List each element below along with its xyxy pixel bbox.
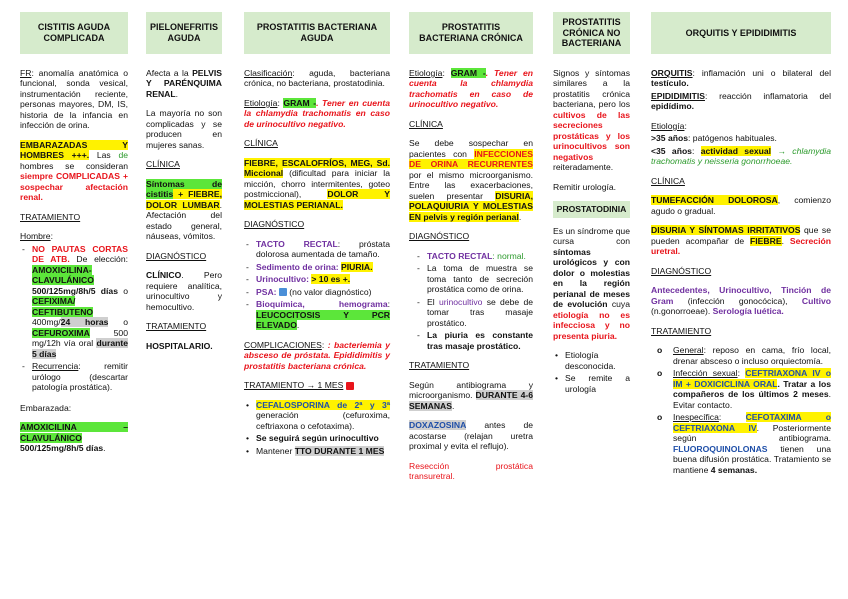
list-item: • Mantener TTO DURANTE 1 MES (244, 446, 390, 456)
clinica-title: CLÍNICA (146, 159, 180, 170)
etiologia-title: Etiología (651, 120, 685, 131)
column-prostatitis-aguda (244, 12, 390, 458)
etiologia: Etiología: GRAM -. Tener en cuenta la chlamydia trachomatis en caso de urinocultivo negativo. (409, 68, 533, 110)
etiologia-menor: <35 años: actividad sexual → chlamydia trachomatis y neisseria gonorrhoeae. (651, 145, 831, 167)
list-item: o Infección sexual: CEFTRIAXONA IV o IM + DOXICICLINA ORAL. Tratar a los compañeros de los últimos 2 meses. Evitar contacto. (655, 368, 831, 410)
no-bacteriana-text: Signos y síntomas similares a la prostatitis crónica bacteriana, pero los cultivos de las secreciones prostáticas y los urinocultivos son negativos reiteradamente. (553, 68, 630, 173)
list-item: o General: reposo en cama, frío local, drenar absceso o incluso orquiectomía. (655, 345, 831, 366)
cronica-tratamiento-3: Resección prostática transuretral. (409, 460, 533, 482)
list-item: - El urinocultivo se debe de tomar tras masaje prostático. (415, 297, 533, 328)
diagnostico-title: DIAGNÓSTICO (651, 265, 712, 276)
diagnostico-list (244, 239, 390, 331)
orquitis-diagnostico: Antecedentes, Urinocultivo, Tinción de Gram (infección gonocócica), Cultivo (n.gonorroeae). Serología luética. (651, 285, 831, 317)
list-item: - Sedimento de orina: PIURIA. (244, 262, 390, 272)
etiologia: Etiología: GRAM -. Tener en cuenta la chlamydia trachomatis en caso de urinocultivo negativo. (244, 97, 390, 129)
diagnostico-title: DIAGNÓSTICO (146, 250, 207, 261)
info-icon (279, 288, 287, 296)
list-item: - PSA: (no valor diagnóstico) (244, 287, 390, 297)
list-item: • Etiología desconocida. (553, 350, 630, 371)
list-item: • CEFALOSPORINA de 2ª y 3ª generación (cefuroxima, ceftriaxona o cefotaxima). (244, 400, 390, 431)
hombre-label: Hombre (20, 231, 51, 242)
list-item: • Se seguirá según urinocultivo (244, 433, 390, 443)
list-item: - TACTO RECTAL: normal. (415, 251, 533, 261)
remitir-urologia: Remitir urología. (553, 181, 617, 192)
list-item: - Recurrencia: remitir urólogo (descartar patología prostática). (20, 361, 128, 392)
list-item: - Bioquímica, hemograma: LEUCOCITOSIS Y PCR ELEVADO. (244, 299, 390, 330)
orquitis-clinica: TUMEFACCIÓN DOLOROSA, comienzo agudo o gradual. (651, 195, 831, 216)
column-cistitis: CISTITIS AGUDA COMPLICADA FR: anomalía anatómica o funcional, sonda vesical, instrumentación reciente, personas mayores, DM, IS, historia de la infancia en infección de orina. EMBARAZADAS Y HOMBRES +++. Las de hombres se consideran siempre COMPLICADAS + sospechar afectación renal. TRATAMIENTO Hombre: - NO PAUTAS CORTAS DE ATB. De elección: AMOXICILINA-CLAVULÁNICO 500/125mg/8h/5 días o CEFIXIMA/ CEFTIBUTENO 400mg/24 horas o CEFUROXIMA 500 mg/12h vía oral durante 5 días - Recurrencia: remitir urólogo (descartar patología prostática). Embarazada: AMOXICILINA – CLAVULÁNICO 500/125mg/8h/5 días. (20, 12, 128, 463)
prostatodinia-header: PROSTATODINIA (553, 201, 630, 217)
clinica-title: CLÍNICA (651, 175, 685, 186)
header-prostatitis-cronica: PROSTATITIS BACTERIANA CRÓNICA (409, 12, 533, 54)
complicaciones: COMPLICACIONES: : bacteriemia y absceso de próstata. Epididimitis y prostatitis bacteriana crónica. (244, 339, 390, 371)
tratamiento-title: TRATAMIENTO → 1 MES (244, 380, 390, 390)
embarazada-treatment: AMOXICILINA – CLAVULÁNICO 500/125mg/8h/5 días. (20, 422, 128, 454)
list-item: o Inespecífica: CEFOTAXIMA o CEFTRIAXONA IV. Posteriormente según antibiograma. FLUOROQUINOLONAS tienen una buena difusión prostática. Tratamiento se mantiene 4 semanas. (655, 412, 831, 475)
etiologia-mayor: >35 años: patógenos habituales. (651, 133, 777, 144)
pielo-tratamiento: HOSPITALARIO. (146, 340, 213, 351)
column-orquitis: ORQUITIS Y EPIDIDIMITIS ORQUITIS: inflamación uni o bilateral del testículo. EPIDIDIMITIS: reacción inflamatoria del epidídimo. Etiología: >35 años: patógenos habituales. <35 años: actividad sexual → chlamydia trachomatis y neisseria gonorrhoeae. CLÍNICA TUMEFACCIÓN DOLOROSA, comienzo agudo o gradual. DISURIA Y SÍNTOMAS IRRITATIVOS que se pueden acompañar de FIEBRE. Secreción uretral. DIAGNÓSTICO Antecedentes, Urinocultivo, Tinción de Gram (infección gonocócica), Cultivo (n.gonorroeae). Serología luética. TRATAMIENTO o General: reposo en cama, frío local, drenar absceso o incluso orquiectomía. o Infección sexual: CEFTRIAXONA IV o IM + DOXICICLINA ORAL. Tratar a los compañeros de los últimos 2 meses. Evitar contacto. o Inespecífica: CEFOTAXIMA o CEFTRIAXONA IV. Posteriormente según antibiograma. FLUOROQUINOLONAS tienen una buena difusión prostática. Tratamiento se mantiene 4 semanas. (651, 12, 831, 477)
clasificacion: Clasificación: aguda, bacteriana crónica, no bacteriana, prostatodinia. (244, 68, 390, 89)
header-cistitis: CISTITIS AGUDA COMPLICADA (20, 12, 128, 54)
embarazadas-paragraph: EMBARAZADAS Y HOMBRES +++. Las de hombres se consideran siempre COMPLICADAS + sospechar afectación renal. (20, 139, 128, 203)
header-prostatitis-no-bacteriana: PROSTATITIS CRÓNICA NO BACTERIANA (553, 12, 630, 54)
prostatodinia-text: Es un síndrome que cursa con síntomas urológicos y con dolor o molestias en la región perianal de meses de evolución cuya etiología no es infecciosa y no presenta piuria. (553, 225, 631, 341)
embarazada-label: Embarazada: (20, 402, 72, 413)
column-prostatitis-no-bacteriana (553, 12, 630, 396)
pielo-intro: Afecta a la PELVIS Y PARÉNQUIMA RENAL. (146, 68, 222, 99)
clinica-title: CLÍNICA (409, 118, 443, 129)
clinica-title: CLÍNICA (244, 138, 278, 149)
column-pielonefritis (146, 12, 222, 360)
epididimitis-def: EPIDIDIMITIS: reacción inflamatoria del epidídimo. (651, 90, 831, 112)
pielo-mayoria: La mayoría no son complicadas y se producen en mujeres sanas. (146, 108, 222, 150)
pielo-clinica: Síntomas de cistitis + FIEBRE, DOLOR LUMBAR. Afectación del estado general, náuseas, vómitos. (146, 178, 222, 242)
prostatodinia-list (553, 350, 630, 394)
tratamiento-title: TRATAMIENTO (651, 325, 712, 336)
list-item: - La piuria es constante tras masaje prostático. (415, 330, 533, 351)
list-item: • Se remite a urología (553, 373, 630, 394)
list-item: - TACTO RECTAL: próstata dolorosa aumentada de tamaño. (244, 239, 390, 260)
aguda-clinica: FIEBRE, ESCALOFRÍOS, MEG, Sd. Miccional (dificultad para iniciar la micción, chorro intermitentes, goteo postmiccional), DOLOR Y MOLESTIAS PERIANAL. (244, 157, 391, 210)
column-prostatitis-cronica (409, 12, 533, 491)
header-orquitis: ORQUITIS Y EPIDIDIMITIS (651, 12, 831, 54)
fr-paragraph: FR: anomalía anatómica o funcional, sonda vesical, instrumentación reciente, personas mayores, DM, IS, historia de la infancia en infección de orina. (20, 68, 128, 131)
tratamiento-title: TRATAMIENTO (20, 211, 81, 222)
orquitis-disuria: DISURIA Y SÍNTOMAS IRRITATIVOS que se pueden acompañar de FIEBRE. Secreción uretral. (651, 225, 831, 257)
header-pielonefritis: PIELONEFRITIS AGUDA (146, 12, 222, 54)
list-item: - La toma de muestra se toma tanto de secreción prostática como de orina. (415, 263, 533, 294)
list-item: - Urinocultivo: > 10 es +. (244, 274, 390, 284)
cronica-tratamiento-1: Según antibiograma y microorganismo. DURANTE 4-6 SEMANAS. (409, 379, 533, 411)
hombre-list (20, 244, 128, 393)
diagnostico-title: DIAGNÓSTICO (244, 219, 305, 230)
cronica-clinica: Se debe sospechar en pacientes con INFECCIONES DE ORINA RECURRENTES por el mismo microorganismo. Entre las exacerbaciones, suelen presentar DISURIA, POLAQUIURIA Y MOLESTIAS EN pelvis y región perianal. (409, 138, 533, 222)
calendar-icon (346, 382, 354, 390)
tratamiento-list (244, 400, 390, 456)
tratamiento-title: TRATAMIENTO (146, 321, 207, 332)
header-prostatitis-aguda: PROSTATITIS BACTERIANA AGUDA (244, 12, 390, 54)
orquitis-def: ORQUITIS: inflamación uni o bilateral del testículo. (651, 68, 831, 89)
list-item: - NO PAUTAS CORTAS DE ATB. De elección: AMOXICILINA-CLAVULÁNICO 500/125mg/8h/5 días o CEFIXIMA/ CEFTIBUTENO 400mg/24 horas o CEFUROXIMA 500 mg/12h vía oral durante 5 días (20, 244, 128, 359)
diagnostico-list (409, 251, 533, 351)
cronica-tratamiento-2: DOXAZOSINA antes de acostarse (relajan uretra proximal y evita el reflujo). (409, 420, 533, 452)
tratamiento-list (651, 345, 831, 475)
tratamiento-title: TRATAMIENTO (409, 360, 470, 371)
diagnostico-title: DIAGNÓSTICO (409, 231, 470, 242)
pielo-diagnostico: CLÍNICO. Pero requiere analítica, urinocultivo y hemocultivo. (146, 270, 222, 312)
